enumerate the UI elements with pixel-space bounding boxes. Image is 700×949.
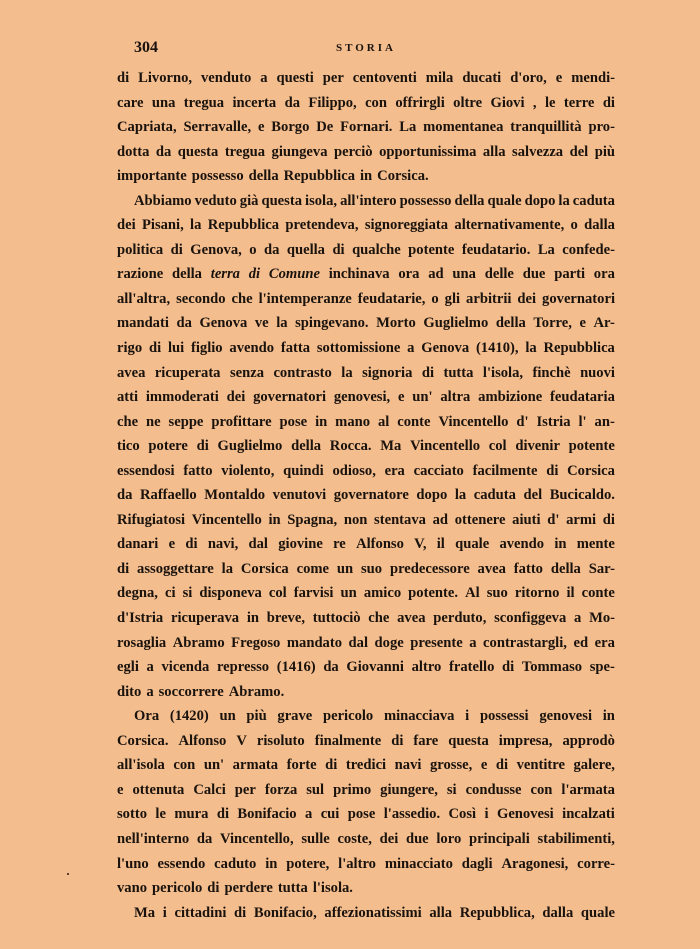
text-line: Ora (1420) un più grave pericolo minacciava i possessi genovesi in: [134, 708, 615, 725]
running-title: STORIA: [336, 42, 396, 54]
text-line: sotto le mura di Bonifacio a cui pose l'assedio. Così i Genovesi incalzati: [117, 806, 615, 823]
text-line: tico potere di Guglielmo della Rocca. Ma Vincentello col divenir potente: [117, 438, 615, 455]
text-line: dei Pisani, la Repubblica pretendeva, signoreggiata alternativamente, o dalla: [117, 217, 615, 234]
text-line: care una tregua incerta da Filippo, con offrirgli oltre Giovi , le terre di: [117, 94, 615, 111]
text-line: essendosi fatto violento, quindi odioso, era cacciato facilmente di Corsica: [117, 462, 615, 479]
text-line: d'Istria ricuperava in breve, tuttociò che avea perduto, sconfiggeva a Mo-: [117, 610, 615, 627]
text-line: avea ricuperata senza contrasto la signoria di tutta l'isola, finchè nuovi: [117, 364, 615, 381]
text-line: Abbiamo veduto già questa isola, all'intero possesso della quale dopo la caduta: [134, 192, 615, 209]
text-line: Corsica. Alfonso V risoluto finalmente di fare questa impresa, approdò: [117, 732, 615, 749]
text-line: vano pericolo di perdere tutta l'isola.: [117, 880, 353, 897]
text-line: atti immoderati dei governatori genovesi, e un' altra ambizione feudataria: [117, 389, 615, 406]
text-line: di Livorno, venduto a questi per centoventi mila ducati d'oro, e mendi-: [117, 70, 615, 86]
text-line: rosaglia Abramo Fregoso mandato dal doge presente a contrastargli, ed era: [117, 634, 615, 651]
text-line: Capriata, Serravalle, e Borgo De Fornari. La momentanea tranquillità pro-: [117, 119, 615, 136]
text-line: egli a vicenda represso (1416) da Giovanni altro fratello di Tommaso spe-: [117, 659, 615, 676]
text-line: rigo di lui figlio avendo fatta sottomissione a Genova (1410), la Repubblica: [117, 340, 615, 357]
text-line: all'isola con un' armata forte di tredici navi grosse, e di ventitre galere,: [117, 757, 615, 774]
text-line: dito a soccorrere Abramo.: [117, 683, 285, 700]
text-line: importante possesso della Repubblica in Corsica.: [117, 168, 429, 185]
ink-speck: [67, 873, 69, 875]
text-line: da Raffaello Montaldo venutovi governatore dopo la caduta del Bucicaldo.: [117, 487, 615, 504]
text-line: che ne seppe profittare pose in mano al conte Vincentello d' Istria l' an-: [117, 413, 615, 430]
text-line: all'altra, secondo che l'intemperanze feudatarie, o gli arbitrii dei governatori: [117, 290, 615, 307]
page-number: 304: [134, 39, 158, 56]
text-line: degna, ci si disponeva col farvisi un amico potente. Al suo ritorno il conte: [117, 585, 615, 602]
text-line: dotta da questa tregua giungeva perciò opportunissima alla salvezza del più: [117, 143, 615, 160]
text-line: razione della terra di Comune inchinava ora ad una delle due parti ora: [117, 266, 615, 283]
text-line: politica di Genova, o da quella di qualche potente feudatario. La confede-: [117, 241, 615, 258]
text-body: [117, 66, 615, 925]
text-line: l'uno essendo caduto in potere, l'altro minacciato dagli Aragonesi, corre-: [117, 855, 615, 872]
text-line: Rifugiatosi Vincentello in Spagna, non stentava ad ottenere aiuti d' armi di: [117, 511, 615, 528]
text-line: Ma i cittadini di Bonifacio, affezionatissimi alla Repubblica, dalla quale: [134, 904, 615, 921]
text-line: danari e di navi, dal giovine re Alfonso V, il quale avendo in mente: [117, 536, 615, 553]
text-line: di assoggettare la Corsica come un suo predecessore avea fatto della Sar-: [117, 560, 615, 577]
page-header: [0, 39, 700, 63]
text-line: nell'interno da Vincentello, sulle coste, dei due loro principali stabilimenti,: [117, 830, 615, 847]
text-line: e ottenuta Calci per forza sul primo giungere, si condusse con l'armata: [117, 781, 615, 798]
text-line: mandati da Genova ve la spingevano. Morto Guglielmo della Torre, e Ar-: [117, 315, 615, 332]
